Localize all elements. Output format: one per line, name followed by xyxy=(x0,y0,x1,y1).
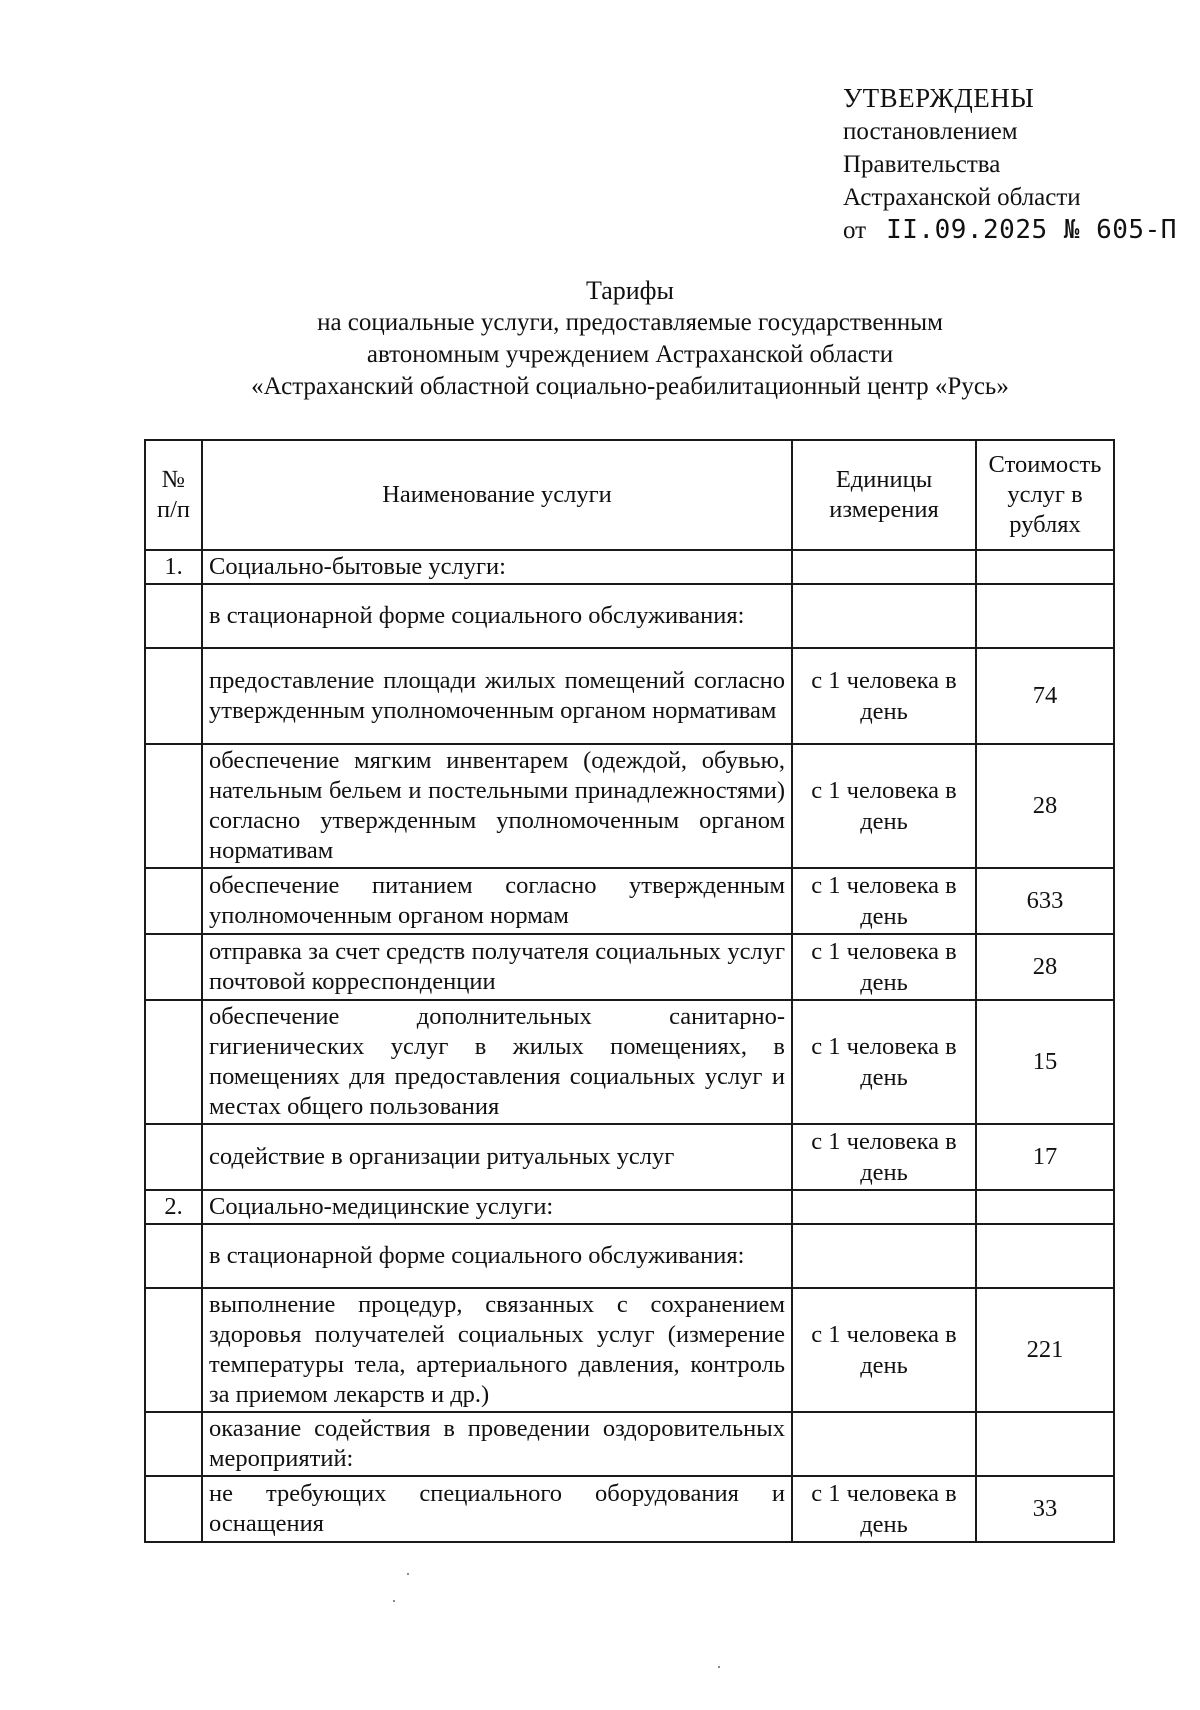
title-line-2: на социальные услуги, предоставляемые государственным xyxy=(317,309,943,336)
cell-cost: 15 xyxy=(976,1000,1114,1124)
cell-num xyxy=(145,1224,202,1288)
header-num: № п/п xyxy=(145,440,202,550)
approval-line-3: Астраханской области xyxy=(843,184,1081,211)
header-cost: Стоимость услуг в рублях xyxy=(976,440,1114,550)
cell-name: в стационарной форме социального обслуживания: xyxy=(202,1224,792,1288)
table-row xyxy=(145,868,1114,934)
approval-line-2: Правительства xyxy=(843,151,1001,178)
table-row xyxy=(145,584,1114,648)
title-line-1: Тарифы xyxy=(585,276,674,305)
table-row xyxy=(145,934,1114,1000)
cell-name: отправка за счет средств получателя социальных услуг почтовой корреспонденции xyxy=(202,934,792,1000)
scan-speck xyxy=(407,1573,409,1575)
cell-name: оказание содействия в проведении оздоровительных мероприятий: xyxy=(202,1412,792,1476)
cell-num xyxy=(145,744,202,868)
cell-name: содействие в организации ритуальных услуг xyxy=(202,1124,792,1190)
cell-unit: с 1 человека в день xyxy=(792,1288,976,1412)
table-row xyxy=(145,1412,1114,1476)
table-row xyxy=(145,1476,1114,1542)
cell-cost: 221 xyxy=(976,1288,1114,1412)
cell-unit xyxy=(792,584,976,648)
title-line-3: автономным учреждением Астраханской области xyxy=(366,341,894,368)
cell-num xyxy=(145,1124,202,1190)
cell-num: 1. xyxy=(145,550,202,584)
table-body xyxy=(145,550,1114,1542)
cell-name: не требующих специального оборудования и оснащения xyxy=(202,1476,792,1542)
table-row xyxy=(145,1000,1114,1124)
cell-name: обеспечение мягким инвентарем (одеждой, обувью, нательным бельем и постельными принадлежностями) согласно утвержденным уполномоченным органом нормативам xyxy=(202,744,792,868)
cell-name: выполнение процедур, связанных с сохранением здоровья получателей социальных услуг (измерение температуры тела, артериального давления, контроль за приемом лекарств и др.) xyxy=(202,1288,792,1412)
cell-name: Социально-медицинские услуги: xyxy=(202,1190,792,1224)
title-line-4: «Астраханский областной социально-реабилитационный центр «Русь» xyxy=(251,373,1009,400)
cell-cost: 17 xyxy=(976,1124,1114,1190)
cell-cost xyxy=(976,550,1114,584)
cell-num xyxy=(145,934,202,1000)
approval-line-1: постановлением xyxy=(843,118,1018,145)
approval-stamp xyxy=(843,82,1177,247)
cell-num: 2. xyxy=(145,1190,202,1224)
cell-cost xyxy=(976,1190,1114,1224)
header-name: Наименование услуги xyxy=(202,440,792,550)
cell-num xyxy=(145,1288,202,1412)
table-row xyxy=(145,1190,1114,1224)
cell-unit: с 1 человека в день xyxy=(792,934,976,1000)
cell-cost xyxy=(976,1224,1114,1288)
cell-num xyxy=(145,868,202,934)
cell-cost: 28 xyxy=(976,934,1114,1000)
cell-unit xyxy=(792,1412,976,1476)
cell-unit: с 1 человека в день xyxy=(792,648,976,744)
cell-cost: 74 xyxy=(976,648,1114,744)
table-row xyxy=(145,744,1114,868)
cell-unit: с 1 человека в день xyxy=(792,1000,976,1124)
cell-name: в стационарной форме социального обслуживания: xyxy=(202,584,792,648)
table-row xyxy=(145,648,1114,744)
header-unit: Единицы измерения xyxy=(792,440,976,550)
tariffs-table xyxy=(144,439,1115,1543)
cell-unit: с 1 человека в день xyxy=(792,868,976,934)
order-prefix: от xyxy=(843,217,867,244)
table-row xyxy=(145,1124,1114,1190)
scan-speck xyxy=(718,1666,720,1668)
cell-cost xyxy=(976,1412,1114,1476)
cell-num xyxy=(145,648,202,744)
table-row xyxy=(145,1288,1114,1412)
cell-name: предоставление площади жилых помещений согласно утвержденным уполномоченным органом нормативам xyxy=(202,648,792,744)
cell-unit xyxy=(792,1224,976,1288)
order-number: II.09.2025 № 605-П xyxy=(886,215,1177,245)
approval-order-line xyxy=(843,214,1177,247)
cell-unit xyxy=(792,550,976,584)
cell-num xyxy=(145,1412,202,1476)
cell-unit: с 1 человека в день xyxy=(792,744,976,868)
cell-num xyxy=(145,1000,202,1124)
cell-cost xyxy=(976,584,1114,648)
cell-num xyxy=(145,1476,202,1542)
approval-heading: УТВЕРЖДЕНЫ xyxy=(843,83,1035,113)
cell-cost: 33 xyxy=(976,1476,1114,1542)
table-row xyxy=(145,550,1114,584)
cell-name: Социально-бытовые услуги: xyxy=(202,550,792,584)
cell-name: обеспечение питанием согласно утвержденным уполномоченным органом нормам xyxy=(202,868,792,934)
scan-speck xyxy=(393,1600,395,1602)
cell-cost: 633 xyxy=(976,868,1114,934)
cell-num xyxy=(145,584,202,648)
table-header-row xyxy=(145,440,1114,550)
cell-unit: с 1 человека в день xyxy=(792,1124,976,1190)
cell-unit: с 1 человека в день xyxy=(792,1476,976,1542)
cell-unit xyxy=(792,1190,976,1224)
cell-name: обеспечение дополнительных санитарно-гигиенических услуг в жилых помещениях, в помещениях для предоставления социальных услуг и местах общего пользования xyxy=(202,1000,792,1124)
table-row xyxy=(145,1224,1114,1288)
document-title xyxy=(130,275,1130,403)
cell-cost: 28 xyxy=(976,744,1114,868)
